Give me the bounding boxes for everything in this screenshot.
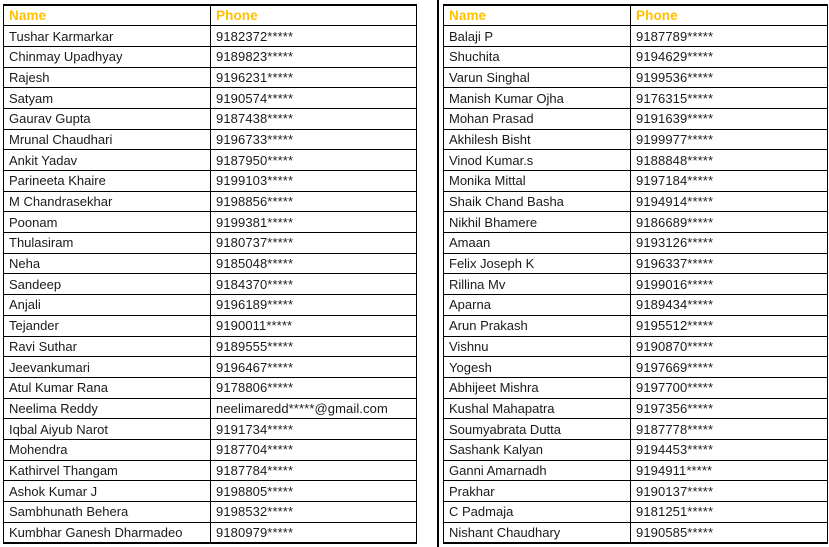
cell-phone[interactable]: 9194629***** [631, 46, 828, 67]
cell-name[interactable]: Akhilesh Bisht [444, 129, 631, 150]
cell-name[interactable]: Yogesh [444, 357, 631, 378]
cell-phone[interactable]: 9198532***** [211, 502, 417, 523]
cell-phone[interactable]: 9195512***** [631, 315, 828, 336]
table-row[interactable] [444, 398, 828, 419]
table-row[interactable] [444, 460, 828, 481]
cell-phone[interactable]: 9198856***** [211, 191, 417, 212]
cell-phone[interactable]: 9198805***** [211, 481, 417, 502]
cell-name[interactable]: Aparna [444, 295, 631, 316]
table-row[interactable] [444, 439, 828, 460]
table-row[interactable] [4, 502, 417, 523]
cell-phone[interactable]: 9184370***** [211, 274, 417, 295]
table-row[interactable] [4, 171, 417, 192]
cell-phone[interactable]: 9190574***** [211, 88, 417, 109]
cell-name[interactable]: Manish Kumar Ojha [444, 88, 631, 109]
cell-phone[interactable]: 9187438***** [211, 108, 417, 129]
cell-phone[interactable]: 9196189***** [211, 295, 417, 316]
column-header-phone[interactable]: Phone [211, 5, 417, 26]
table-header-right [444, 5, 828, 26]
cell-phone[interactable]: 9187704***** [211, 439, 417, 460]
cell-phone[interactable]: 9182372***** [211, 26, 417, 47]
cell-phone[interactable]: 9196733***** [211, 129, 417, 150]
table-row[interactable] [4, 150, 417, 171]
cell-phone[interactable]: 9176315***** [631, 88, 828, 109]
table-row[interactable] [4, 108, 417, 129]
cell-name[interactable]: Ankit Yadav [4, 150, 211, 171]
cell-phone[interactable]: 9197184***** [631, 171, 828, 192]
cell-phone[interactable]: neelimaredd*****@gmail.com [211, 398, 417, 419]
table-header-left [4, 5, 417, 26]
cell-name[interactable]: Tejander [4, 315, 211, 336]
table-row[interactable] [444, 233, 828, 254]
cell-name[interactable]: Neelima Reddy [4, 398, 211, 419]
table-row[interactable] [444, 191, 828, 212]
table-row[interactable] [444, 26, 828, 47]
cell-name[interactable]: C Padmaja [444, 502, 631, 523]
table-row[interactable] [444, 522, 828, 543]
cell-phone[interactable]: 9199016***** [631, 274, 828, 295]
cell-name[interactable]: Ravi Suthar [4, 336, 211, 357]
cell-name[interactable]: Mrunal Chaudhari [4, 129, 211, 150]
table-row[interactable] [444, 357, 828, 378]
cell-name[interactable]: Sashank Kalyan [444, 439, 631, 460]
cell-phone[interactable]: 9194914***** [631, 191, 828, 212]
cell-phone[interactable]: 9187789***** [631, 26, 828, 47]
cell-name[interactable]: Vishnu [444, 336, 631, 357]
table-row[interactable] [4, 295, 417, 316]
cell-name[interactable]: Shaik Chand Basha [444, 191, 631, 212]
cell-name[interactable]: Kushal Mahapatra [444, 398, 631, 419]
cell-phone[interactable]: 9197356***** [631, 398, 828, 419]
header-row [444, 5, 828, 26]
cell-name[interactable]: Anjali [4, 295, 211, 316]
cell-name[interactable]: Felix Joseph K [444, 253, 631, 274]
cell-name[interactable]: Parineeta Khaire [4, 171, 211, 192]
table-body-left [4, 26, 417, 543]
table-row[interactable] [4, 46, 417, 67]
cell-name[interactable]: Gaurav Gupta [4, 108, 211, 129]
page-break-separator [437, 0, 439, 547]
cell-phone[interactable]: 9186689***** [631, 212, 828, 233]
table-row[interactable] [444, 295, 828, 316]
cell-phone[interactable]: 9197669***** [631, 357, 828, 378]
table-row[interactable] [444, 336, 828, 357]
cell-name[interactable]: Mohendra [4, 439, 211, 460]
header-row [4, 5, 417, 26]
cell-phone[interactable]: 9188848***** [631, 150, 828, 171]
cell-name[interactable]: Jeevankumari [4, 357, 211, 378]
table-row[interactable] [4, 481, 417, 502]
cell-name[interactable]: Iqbal Aiyub Narot [4, 419, 211, 440]
table-body-right [444, 26, 828, 543]
table-row[interactable] [444, 129, 828, 150]
table-row[interactable] [4, 377, 417, 398]
column-header-name[interactable]: Name [444, 5, 631, 26]
table-row[interactable] [4, 88, 417, 109]
table-row[interactable] [4, 336, 417, 357]
table-row[interactable] [4, 398, 417, 419]
cell-phone[interactable]: 9180979***** [211, 522, 417, 543]
table-row[interactable] [4, 67, 417, 88]
cell-phone[interactable]: 9191639***** [631, 108, 828, 129]
cell-name[interactable]: Nishant Chaudhary [444, 522, 631, 543]
cell-phone[interactable]: 9197700***** [631, 377, 828, 398]
cell-name[interactable]: Prakhar [444, 481, 631, 502]
table-row[interactable] [4, 212, 417, 233]
table-row[interactable] [4, 274, 417, 295]
cell-name[interactable]: Kumbhar Ganesh Dharmadeo [4, 522, 211, 543]
cell-name[interactable]: Ganni Amarnadh [444, 460, 631, 481]
table-row[interactable] [4, 253, 417, 274]
cell-name[interactable]: Chinmay Upadhyay [4, 46, 211, 67]
cell-name[interactable]: Soumyabrata Dutta [444, 419, 631, 440]
table-row[interactable] [444, 377, 828, 398]
table-row[interactable] [444, 502, 828, 523]
cell-phone[interactable]: 9190011***** [211, 315, 417, 336]
table-row[interactable] [444, 274, 828, 295]
table-row[interactable] [444, 67, 828, 88]
cell-name[interactable]: Abhijeet Mishra [444, 377, 631, 398]
cell-phone[interactable]: 9194453***** [631, 439, 828, 460]
cell-name[interactable]: Mohan Prasad [444, 108, 631, 129]
cell-name[interactable]: Varun Singhal [444, 67, 631, 88]
table-row[interactable] [4, 439, 417, 460]
column-header-phone[interactable]: Phone [631, 5, 828, 26]
cell-phone[interactable]: 9199977***** [631, 129, 828, 150]
cell-phone[interactable]: 9199536***** [631, 67, 828, 88]
cell-name[interactable]: Tushar Karmarkar [4, 26, 211, 47]
contacts-table-right [443, 4, 828, 544]
contacts-table-pane-left [3, 4, 416, 544]
cell-phone[interactable]: 9187784***** [211, 460, 417, 481]
table-row[interactable] [444, 419, 828, 440]
cell-phone[interactable]: 9190137***** [631, 481, 828, 502]
table-row[interactable] [4, 460, 417, 481]
cell-name[interactable]: Ashok Kumar J [4, 481, 211, 502]
table-row[interactable] [444, 108, 828, 129]
cell-phone[interactable]: 9185048***** [211, 253, 417, 274]
cell-name[interactable]: Rajesh [4, 67, 211, 88]
cell-name[interactable]: Vinod Kumar.s [444, 150, 631, 171]
contacts-table-pane-right [443, 4, 827, 544]
cell-phone[interactable]: 9187778***** [631, 419, 828, 440]
cell-name[interactable]: Monika Mittal [444, 171, 631, 192]
table-row[interactable] [4, 315, 417, 336]
cell-name[interactable]: Kathirvel Thangam [4, 460, 211, 481]
cell-phone[interactable]: 9190585***** [631, 522, 828, 543]
table-row[interactable] [444, 150, 828, 171]
table-row[interactable] [4, 419, 417, 440]
table-row[interactable] [444, 171, 828, 192]
cell-name[interactable]: Balaji P [444, 26, 631, 47]
table-row[interactable] [444, 212, 828, 233]
cell-phone[interactable]: 9193126***** [631, 233, 828, 254]
cell-phone[interactable]: 9194911***** [631, 460, 828, 481]
cell-phone[interactable]: 9181251***** [631, 502, 828, 523]
cell-name[interactable]: Sandeep [4, 274, 211, 295]
cell-phone[interactable]: 9189434***** [631, 295, 828, 316]
cell-name[interactable]: Sambhunath Behera [4, 502, 211, 523]
table-row[interactable] [4, 191, 417, 212]
cell-name[interactable]: Amaan [444, 233, 631, 254]
table-row[interactable] [444, 481, 828, 502]
table-row[interactable] [444, 253, 828, 274]
cell-name[interactable]: M Chandrasekhar [4, 191, 211, 212]
table-row[interactable] [444, 88, 828, 109]
cell-phone[interactable]: 9189555***** [211, 336, 417, 357]
table-row[interactable] [4, 522, 417, 543]
cell-phone[interactable]: 9199381***** [211, 212, 417, 233]
cell-name[interactable]: Shuchita [444, 46, 631, 67]
cell-name[interactable]: Neha [4, 253, 211, 274]
cell-phone[interactable]: 9191734***** [211, 419, 417, 440]
cell-phone[interactable]: 9187950***** [211, 150, 417, 171]
cell-name[interactable]: Atul Kumar Rana [4, 377, 211, 398]
cell-phone[interactable]: 9178806***** [211, 377, 417, 398]
cell-phone[interactable]: 9189823***** [211, 46, 417, 67]
table-row[interactable] [4, 129, 417, 150]
table-row[interactable] [4, 26, 417, 47]
cell-name[interactable]: Rillina Mv [444, 274, 631, 295]
cell-phone[interactable]: 9180737***** [211, 233, 417, 254]
cell-phone[interactable]: 9196337***** [631, 253, 828, 274]
table-row[interactable] [444, 46, 828, 67]
table-row[interactable] [4, 233, 417, 254]
cell-name[interactable]: Satyam [4, 88, 211, 109]
table-row[interactable] [444, 315, 828, 336]
cell-phone[interactable]: 9190870***** [631, 336, 828, 357]
contacts-table-left [3, 4, 417, 544]
cell-phone[interactable]: 9196467***** [211, 357, 417, 378]
cell-name[interactable]: Thulasiram [4, 233, 211, 254]
cell-phone[interactable]: 9199103***** [211, 171, 417, 192]
cell-phone[interactable]: 9196231***** [211, 67, 417, 88]
cell-name[interactable]: Nikhil Bhamere [444, 212, 631, 233]
cell-name[interactable]: Poonam [4, 212, 211, 233]
cell-name[interactable]: Arun Prakash [444, 315, 631, 336]
column-header-name[interactable]: Name [4, 5, 211, 26]
table-row[interactable] [4, 357, 417, 378]
